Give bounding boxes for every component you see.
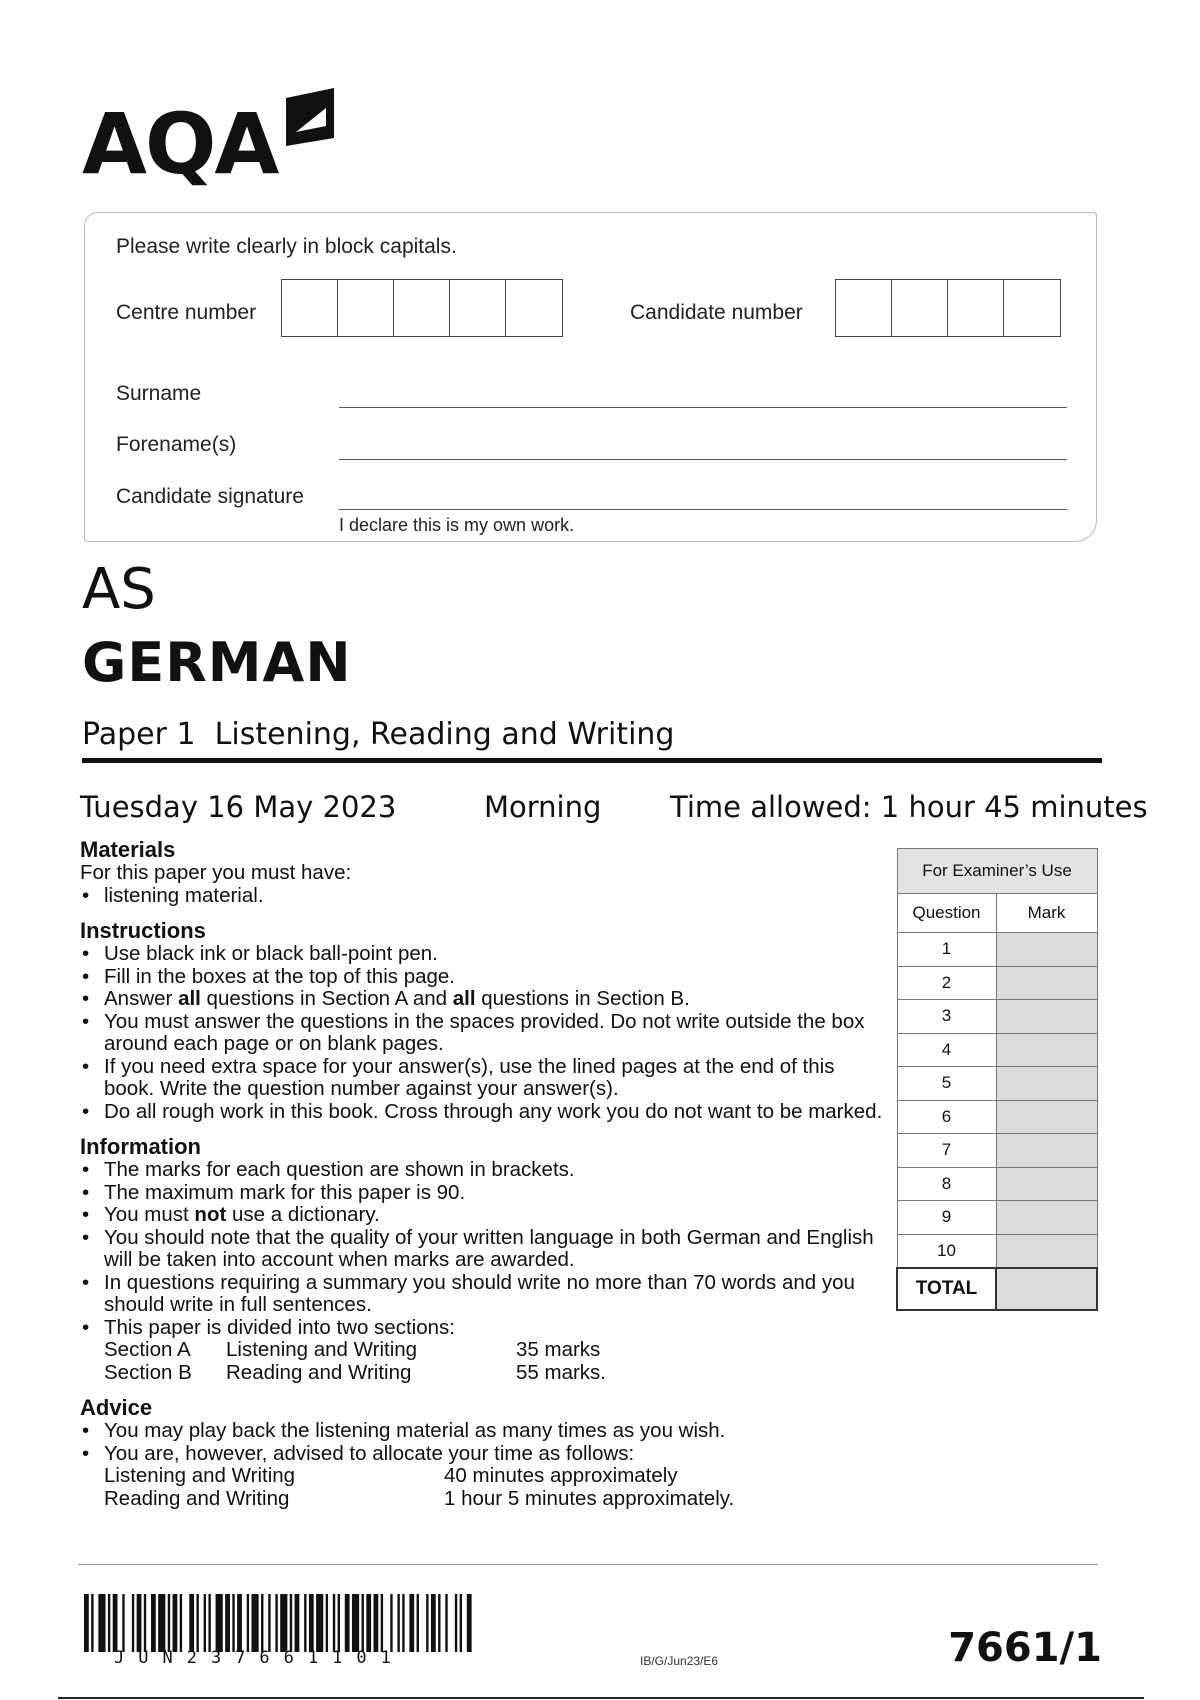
barcode-bar (460, 1594, 462, 1652)
paper-title: Paper 1 Listening, Reading and Writing (82, 717, 675, 752)
barcode-bar (237, 1594, 242, 1652)
barcode-bar (417, 1594, 419, 1652)
examiner-use-table (896, 848, 1098, 1311)
barcode-bar (438, 1594, 440, 1652)
exam-date: Tuesday 16 May 2023 (80, 790, 397, 824)
exam-session: Morning (484, 790, 602, 824)
instruction-item: • Fill in the boxes at the top of this page. (80, 966, 890, 989)
advice-item: • You are, however, advised to allocate your time as follows: (80, 1443, 890, 1466)
barcode-bar (113, 1594, 118, 1652)
information-item: • You should note that the quality of your written language in both German and English will be taken into account when marks are awarded. (80, 1227, 890, 1272)
barcode-bar (345, 1594, 350, 1652)
barcode-bar (204, 1594, 206, 1652)
instruction-item (80, 988, 890, 1011)
information-section (80, 1135, 890, 1384)
mark-cell[interactable] (996, 966, 1097, 1000)
barcode-bar (374, 1594, 379, 1652)
barcode-bar (247, 1594, 249, 1652)
title-divider (82, 758, 1102, 763)
barcode-bar (431, 1594, 436, 1652)
barcode-bar (268, 1594, 270, 1652)
mark-cell[interactable] (996, 1167, 1097, 1201)
barcode-bar (108, 1594, 110, 1652)
barcode-bar (180, 1594, 182, 1652)
barcode-bar (445, 1594, 447, 1652)
barcode-bar (397, 1594, 399, 1652)
barcode-bar (366, 1594, 371, 1652)
instructions-section (80, 919, 890, 1123)
barcode-bar (338, 1594, 340, 1652)
barcode-bar (168, 1594, 170, 1652)
barcode-bar (290, 1594, 292, 1652)
emphasis: all (452, 987, 476, 1010)
aqa-leaf-icon (282, 88, 338, 146)
section-row (80, 1362, 890, 1385)
emphasis: not (194, 1203, 227, 1226)
barcode-bar (455, 1594, 457, 1652)
section-marks: 35 marks (516, 1338, 601, 1361)
barcode-bar (196, 1594, 198, 1652)
advice-section (80, 1396, 890, 1510)
mark-cell[interactable] (996, 1000, 1097, 1034)
information-item (80, 1204, 890, 1227)
barcode-bar (189, 1594, 194, 1652)
materials-intro: For this paper you must have: (80, 861, 352, 884)
question-number: 9 (897, 1201, 996, 1235)
paper-code: 7661/1 (948, 1625, 1102, 1671)
materials-item: • listening material. (80, 885, 890, 908)
text-run: Answer (104, 987, 179, 1010)
question-number: 10 (897, 1234, 996, 1268)
barcode-bar (151, 1594, 156, 1652)
mark-cell[interactable] (996, 1100, 1097, 1134)
centre-number-label: Centre number (116, 301, 257, 324)
question-number: 6 (897, 1100, 996, 1134)
front-cover-text (80, 838, 890, 1522)
barcode-bar (304, 1594, 306, 1652)
logo-text: AQA (82, 95, 278, 193)
signature-label: Candidate signature (116, 485, 304, 508)
barcode-bar (225, 1594, 230, 1652)
digit-box[interactable] (892, 280, 948, 336)
barcode-bar (362, 1594, 364, 1652)
question-number: 5 (897, 1067, 996, 1101)
information-item: • This paper is divided into two sections: (80, 1317, 890, 1340)
advice-heading: Advice (80, 1395, 153, 1420)
page-bottom-rule (58, 1697, 1144, 1699)
forenames-label: Forename(s) (116, 433, 237, 456)
emphasis: all (178, 987, 201, 1010)
barcode-number: JUN237661101 (114, 1648, 405, 1668)
allocation-time: 1 hour 5 minutes approximately. (444, 1486, 735, 1510)
barcode-bar (309, 1594, 314, 1652)
mark-cell[interactable] (996, 1234, 1097, 1268)
instructions-heading: Instructions (80, 918, 206, 943)
advice-item: • You may play back the listening material as many times as you wish. (80, 1420, 890, 1443)
barcode-bar (158, 1594, 165, 1652)
question-number: 1 (897, 933, 996, 967)
surname-line[interactable] (339, 407, 1067, 408)
barcode-bar (144, 1594, 146, 1652)
barcode-bar (295, 1594, 300, 1652)
information-item: • In questions requiring a summary you should write no more than 70 words and you should write in full sentences. (80, 1272, 890, 1317)
text-run: You must (104, 1203, 195, 1226)
footer-divider (78, 1564, 1098, 1565)
allocation-part: Reading and Writing (104, 1486, 290, 1510)
information-item: • The marks for each question are shown in brackets. (80, 1159, 890, 1182)
allocation-part: Listening and Writing (104, 1464, 296, 1487)
information-heading: Information (80, 1134, 201, 1159)
barcode (84, 1594, 474, 1652)
section-row (80, 1339, 890, 1362)
question-number: 2 (897, 966, 996, 1000)
barcode-bar (208, 1594, 210, 1652)
digit-box[interactable] (394, 280, 450, 336)
section-title: Listening and Writing (226, 1338, 418, 1361)
barcode-bar (316, 1594, 323, 1652)
barcode-bar (173, 1594, 178, 1652)
total-mark-cell[interactable] (996, 1268, 1097, 1310)
signature-line[interactable] (339, 509, 1067, 510)
document-reference: IB/G/Jun23/E6 (640, 1654, 719, 1668)
materials-section (80, 838, 890, 907)
instruction-item: • You must answer the questions in the spaces provided. Do not write outside the box around each page or on blank pages. (80, 1011, 890, 1056)
mark-cell[interactable] (996, 1033, 1097, 1067)
declaration-text: I declare this is my own work. (339, 515, 575, 535)
barcode-bar (409, 1594, 414, 1652)
time-allowed: Time allowed: 1 hour 45 minutes (670, 790, 1148, 824)
barcode-bar (390, 1594, 392, 1652)
digit-box[interactable] (338, 280, 394, 336)
barcode-bar (352, 1594, 359, 1652)
barcode-bar (381, 1594, 383, 1652)
question-number: 7 (897, 1134, 996, 1168)
candidate-number-boxes[interactable] (835, 279, 1061, 337)
text-run: use a dictionary. (226, 1203, 380, 1226)
barcode-bar (132, 1594, 134, 1652)
information-item: • The maximum mark for this paper is 90. (80, 1182, 890, 1205)
mark-cell[interactable] (996, 1067, 1097, 1101)
instruction-item: • Do all rough work in this book. Cross through any work you do not want to be marked. (80, 1101, 890, 1124)
surname-label: Surname (116, 382, 202, 405)
digit-box[interactable] (506, 280, 562, 336)
barcode-bar (91, 1594, 93, 1652)
barcode-bar (84, 1594, 89, 1652)
allocation-time: 40 minutes approximately (444, 1464, 678, 1487)
barcode-bar (275, 1594, 277, 1652)
digit-box[interactable] (282, 280, 338, 336)
text-run: questions in Section B. (475, 987, 690, 1010)
barcode-bar (98, 1594, 105, 1652)
block-capitals-instruction: Please write clearly in block capitals. (116, 235, 457, 258)
instruction-item: • Use black ink or black ball-point pen. (80, 943, 890, 966)
question-column-header: Question (897, 894, 996, 933)
digit-box[interactable] (1004, 280, 1060, 336)
section-marks: 55 marks. (516, 1360, 606, 1384)
mark-cell[interactable] (996, 1201, 1097, 1235)
time-allocation-row (80, 1488, 890, 1511)
barcode-bar (216, 1594, 223, 1652)
centre-number-boxes[interactable] (281, 279, 563, 337)
text-run: questions in Section A and (200, 987, 453, 1010)
mark-cell[interactable] (996, 1134, 1097, 1168)
aqa-logo (82, 88, 352, 193)
digit-box[interactable] (948, 280, 1004, 336)
question-number: 8 (897, 1167, 996, 1201)
barcode-bar (333, 1594, 335, 1652)
time-allocation-row (80, 1465, 890, 1488)
materials-heading: Materials (80, 837, 176, 862)
barcode-bar (137, 1594, 142, 1652)
mark-cell[interactable] (996, 933, 1097, 967)
mark-column-header: Mark (996, 894, 1097, 933)
instruction-item: • If you need extra space for your answer(s), use the lined pages at the end of this book. Write the question number against your answer(s). (80, 1056, 890, 1101)
section-title: Reading and Writing (226, 1360, 412, 1384)
barcode-bar (280, 1594, 287, 1652)
digit-box[interactable] (450, 280, 506, 336)
digit-box[interactable] (836, 280, 892, 336)
qualification-level: AS (82, 557, 156, 622)
question-number: 3 (897, 1000, 996, 1034)
section-name: Section B (104, 1360, 192, 1384)
examiner-table-title: For Examiner’s Use (897, 849, 1097, 894)
barcode-bar (467, 1594, 472, 1652)
subject-title: GERMAN (82, 631, 352, 694)
barcode-bar (251, 1594, 258, 1652)
forenames-line[interactable] (339, 459, 1067, 460)
barcode-bar (261, 1594, 263, 1652)
section-name: Section A (104, 1338, 191, 1361)
question-number: 4 (897, 1033, 996, 1067)
candidate-details-box (84, 212, 1097, 542)
candidate-number-label: Candidate number (630, 301, 803, 324)
barcode-bar (232, 1594, 234, 1652)
total-label: TOTAL (897, 1268, 996, 1310)
barcode-bar (426, 1594, 428, 1652)
barcode-bar (122, 1594, 124, 1652)
barcode-bar (402, 1594, 404, 1652)
barcode-bar (326, 1594, 328, 1652)
